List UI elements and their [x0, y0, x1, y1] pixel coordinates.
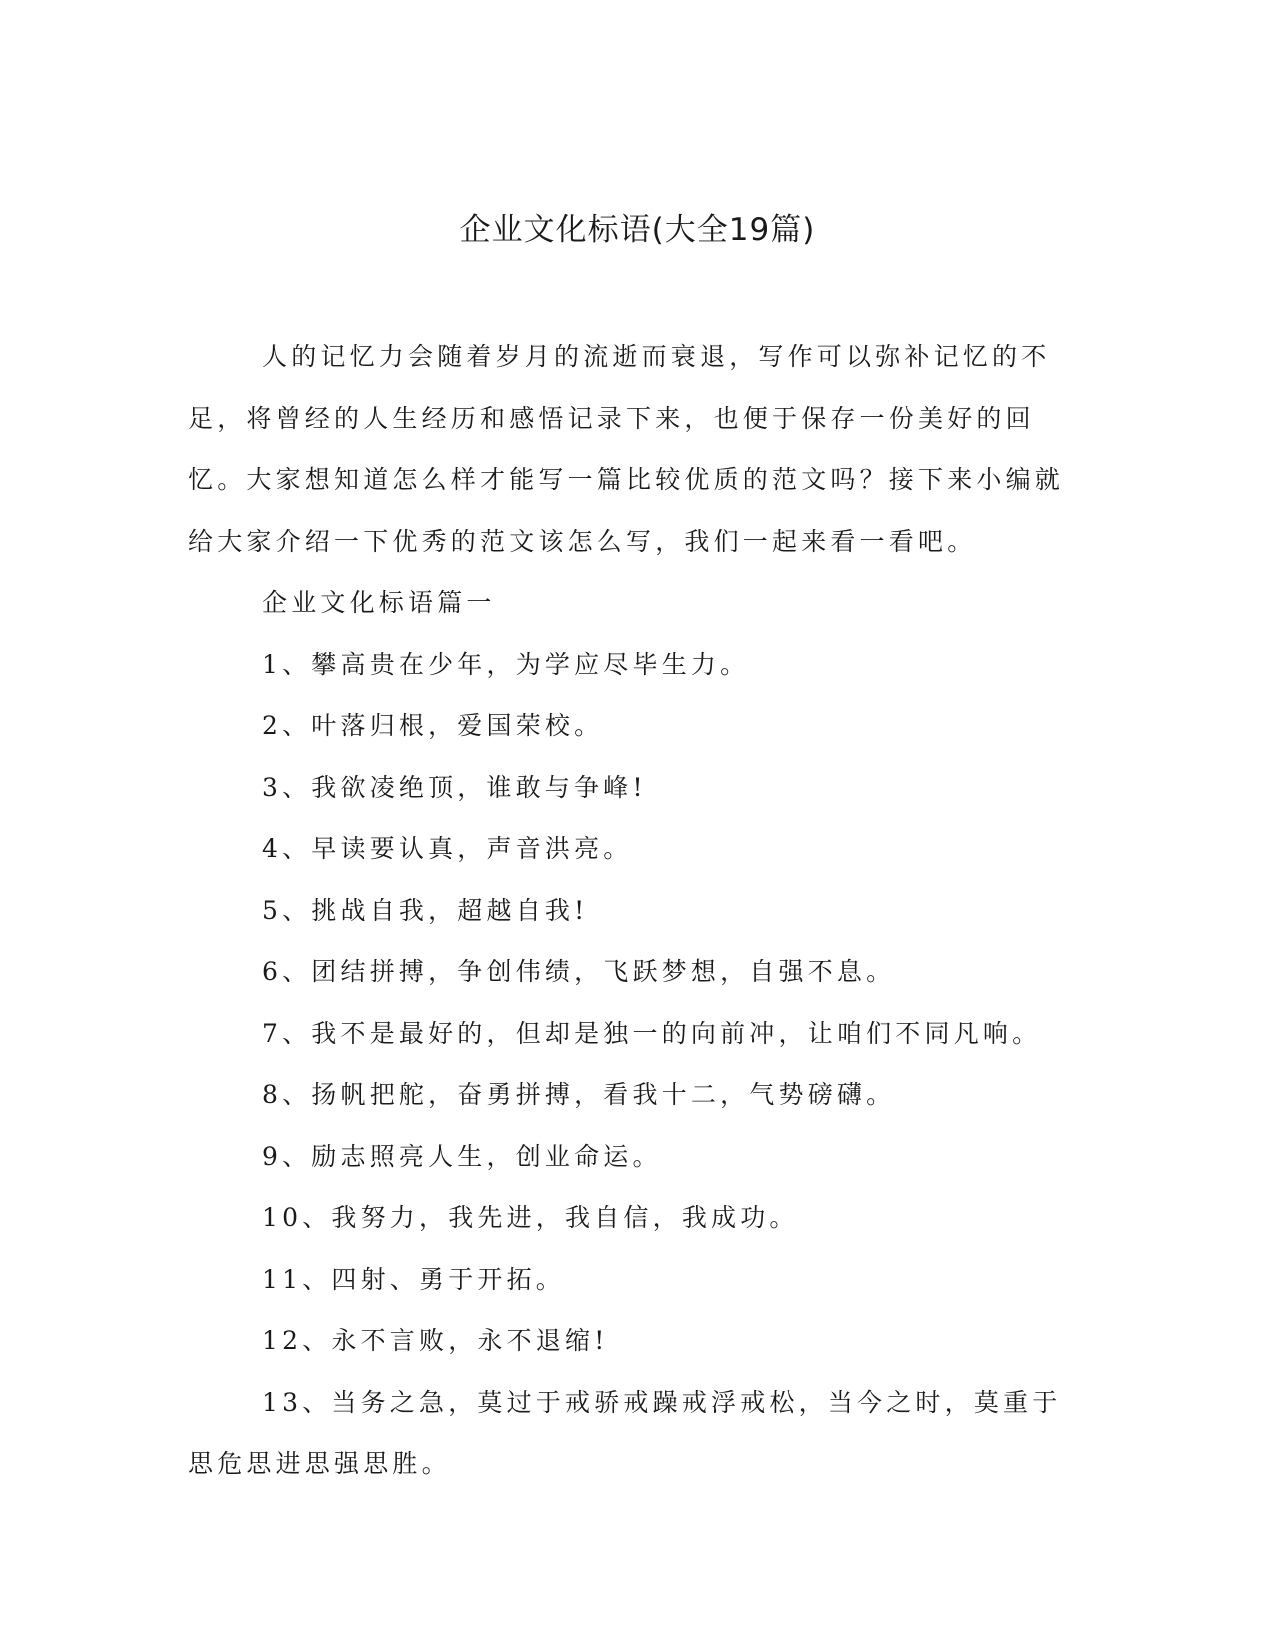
slogan-item-1: 1、攀高贵在少年，为学应尽毕生力。 [262, 649, 750, 679]
slogan-item-5: 5、挑战自我，超越自我! [262, 895, 589, 925]
slogan-item-2: 2、叶落归根，爱国荣校。 [262, 711, 604, 740]
intro-paragraph: 人的记忆力会随着岁月的流逝而衰退，写作可以弥补记忆的不足，将曾经的人生经历和感悟记录下来，也便于保存一份美好的回忆。大家想知道怎么样才能写一篇比较优质的范文吗？接下来小编就给大家介绍一下优秀的范文该怎么写，我们一起来看一看吧。 [188, 342, 1065, 556]
slogan-item-9: 9、励志照亮人生，创业命运。 [262, 1141, 662, 1171]
slogan-item-3: 3、我欲凌绝顶，谁敢与争峰! [262, 772, 647, 802]
slogan-item-13: 13、当务之急，莫过于戒骄戒躁戒浮戒松，当今之时，莫重于思危思进思强思胜。 [188, 1387, 1062, 1478]
slogan-item-4: 4、早读要认真，声音洪亮。 [262, 834, 633, 863]
document-title: 企业文化标语(大全19篇) [459, 212, 816, 248]
slogan-item-7: 7、我不是最好的，但却是独一的向前冲，让咱们不同凡响。 [262, 1018, 1042, 1048]
slogan-item-12: 12、永不言败，永不退缩! [262, 1326, 609, 1355]
slogan-item-10: 10、我努力，我先进，我自信，我成功。 [262, 1203, 799, 1232]
section-heading: 企业文化标语篇一 [262, 588, 496, 617]
document-body [188, 326, 1083, 1495]
slogan-item-8: 8、扬帆把舵，奋勇拼搏，看我十二，气势磅礴。 [262, 1080, 896, 1109]
slogan-item-11: 11、四射、勇于开拓。 [262, 1264, 566, 1294]
slogan-item-6: 6、团结拼搏，争创伟绩，飞跃梦想，自强不息。 [262, 957, 896, 986]
